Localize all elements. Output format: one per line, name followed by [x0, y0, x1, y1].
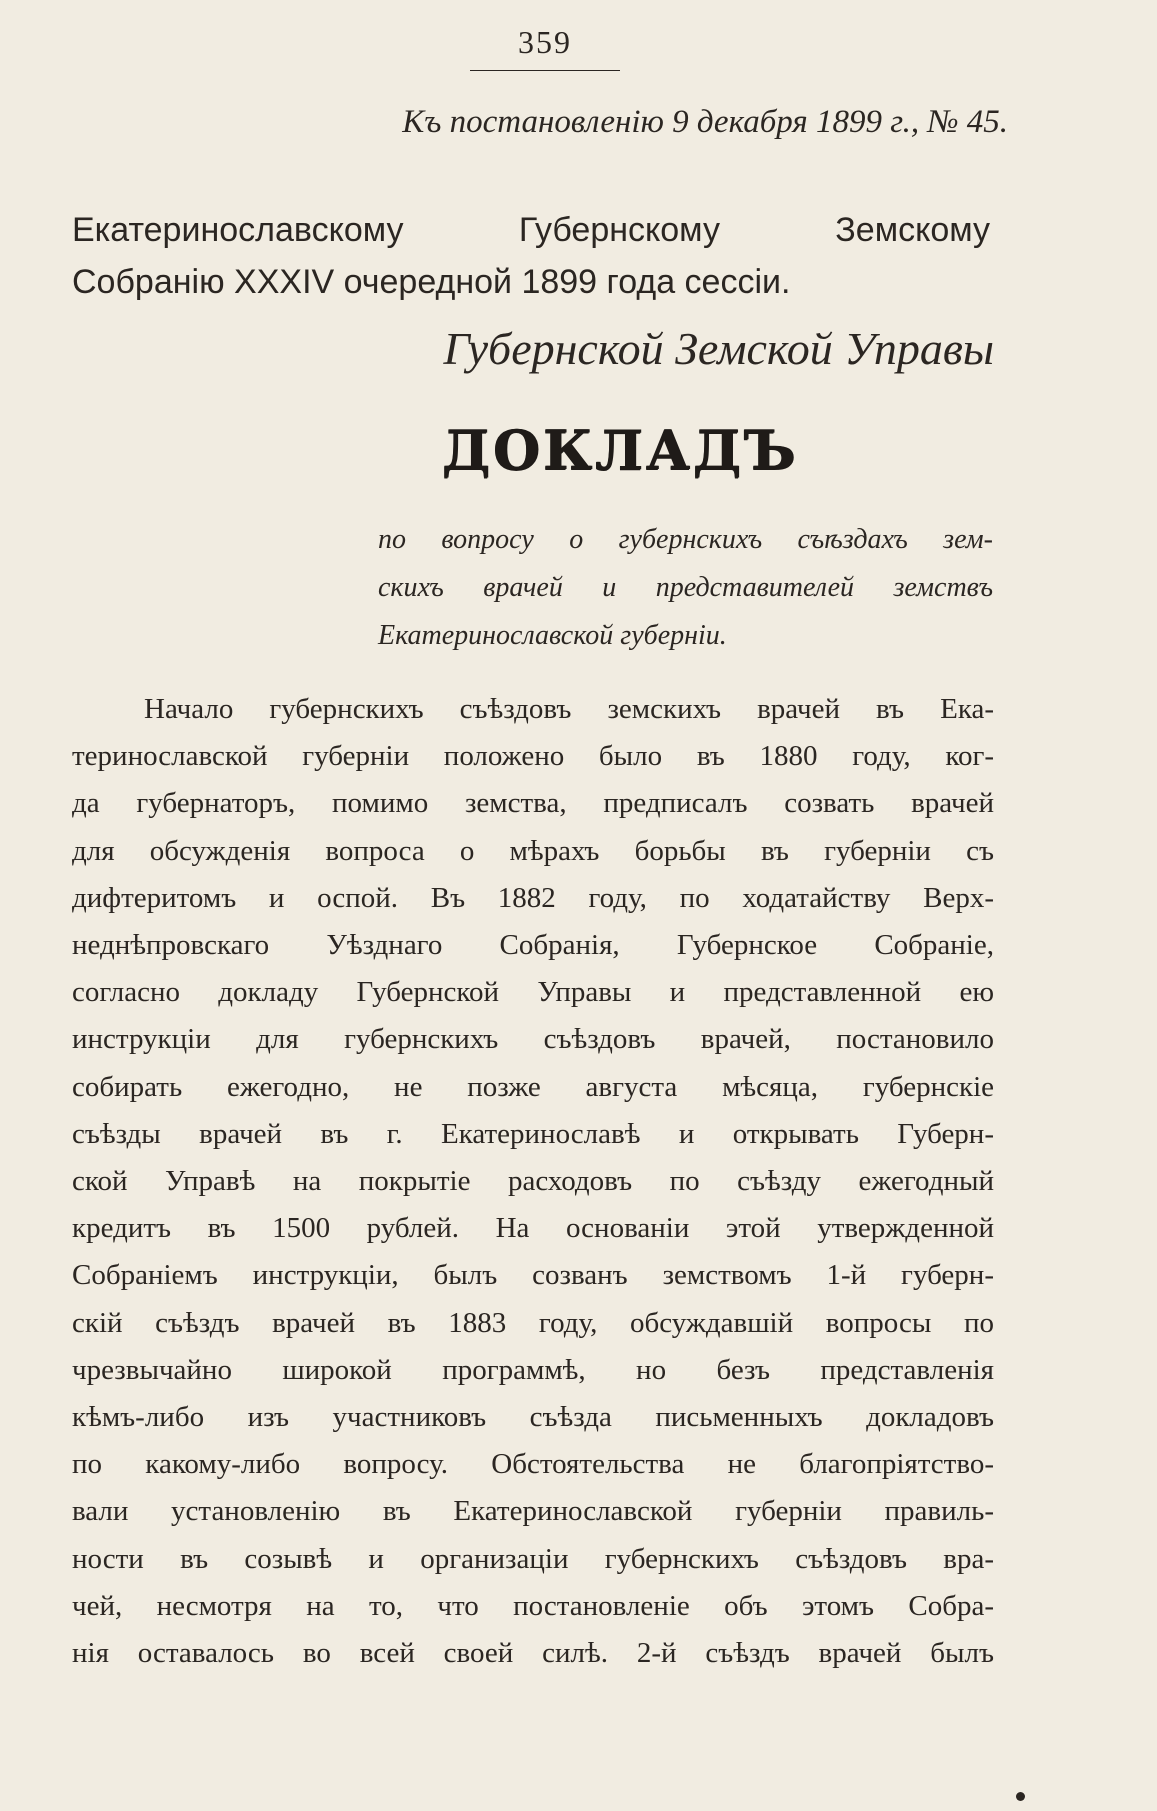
body-line: Начало губернскихъ съѣздовъ земскихъ врачей въ Ека-	[144, 693, 994, 725]
body-line: кредитъ въ 1500 рублей. На основаніи этой утвержденной	[72, 1212, 994, 1245]
body-paragraph	[72, 686, 994, 1677]
addressee-line-2: Собранію XXXIV очередной 1899 года сессіи.	[72, 263, 791, 301]
document-title: ДОКЛАДЪ	[441, 418, 799, 482]
page-number-rule	[470, 70, 620, 71]
addressee-line-1: Екатеринославскому Губернскому Земскому	[72, 211, 990, 249]
body-line: вали установленію въ Екатеринославской губерніи правиль-	[72, 1495, 994, 1528]
body-line: дифтеритомъ и оспой. Въ 1882 году, по ходатайству Верх-	[72, 881, 994, 914]
body-line: чей, несмотря на то, что постановленіе объ этомъ Собра-	[72, 1589, 994, 1622]
resolution-reference: Къ постановленію 9 декабря 1899 г., № 45.	[402, 104, 1008, 140]
addressee-heading	[72, 204, 990, 308]
body-line: Собраніемъ инструкціи, былъ созванъ земствомъ 1-й губерн-	[72, 1259, 994, 1292]
print-speck	[1016, 1792, 1025, 1801]
body-line: съѣзды врачей въ г. Екатеринославѣ и открывать Губерн-	[72, 1117, 994, 1150]
body-line: теринославской губерніи положено было въ 1880 году, ког-	[72, 740, 994, 773]
author-board: Губернской Земской Управы	[443, 323, 994, 374]
body-line: по какому-либо вопросу. Обстоятельства не благопріятство-	[72, 1448, 994, 1481]
body-line: неднѣпровскаго Уѣзднаго Собранія, Губернское Собраніе,	[72, 929, 994, 962]
body-line: собирать ежегодно, не позже августа мѣсяца, губернскіе	[72, 1070, 994, 1103]
page-number: 359	[518, 24, 572, 60]
body-line: инструкціи для губернскихъ съѣздовъ врачей, постановило	[72, 1023, 994, 1056]
subject-line-1: по вопросу о губернскихъ съѣздахъ зем-	[378, 524, 993, 555]
subject-line-3: Екатеринославской губерніи.	[378, 620, 727, 651]
body-line: скій съѣздъ врачей въ 1883 году, обсуждавшій вопросы по	[72, 1306, 994, 1339]
body-line: чрезвычайно широкой программѣ, но безъ представленія	[72, 1353, 994, 1386]
body-line: согласно докладу Губернской Управы и представленной ею	[72, 976, 994, 1009]
body-line: да губернаторъ, помимо земства, предписалъ созвать врачей	[72, 787, 994, 820]
body-line: для обсужденія вопроса о мѣрахъ борьбы въ губерніи съ	[72, 834, 994, 867]
report-subject	[378, 516, 993, 660]
body-line: ности въ созывѣ и организаціи губернскихъ съѣздовъ вра-	[72, 1542, 994, 1575]
body-line: ской Управѣ на покрытіе расходовъ по съѣзду ежегодный	[72, 1165, 994, 1198]
body-line: кѣмъ-либо изъ участниковъ съѣзда письменныхъ докладовъ	[72, 1401, 994, 1434]
body-line: нія оставалось во всей своей силѣ. 2-й съѣздъ врачей былъ	[72, 1637, 994, 1670]
subject-line-2: скихъ врачей и представителей земствъ	[378, 572, 993, 603]
